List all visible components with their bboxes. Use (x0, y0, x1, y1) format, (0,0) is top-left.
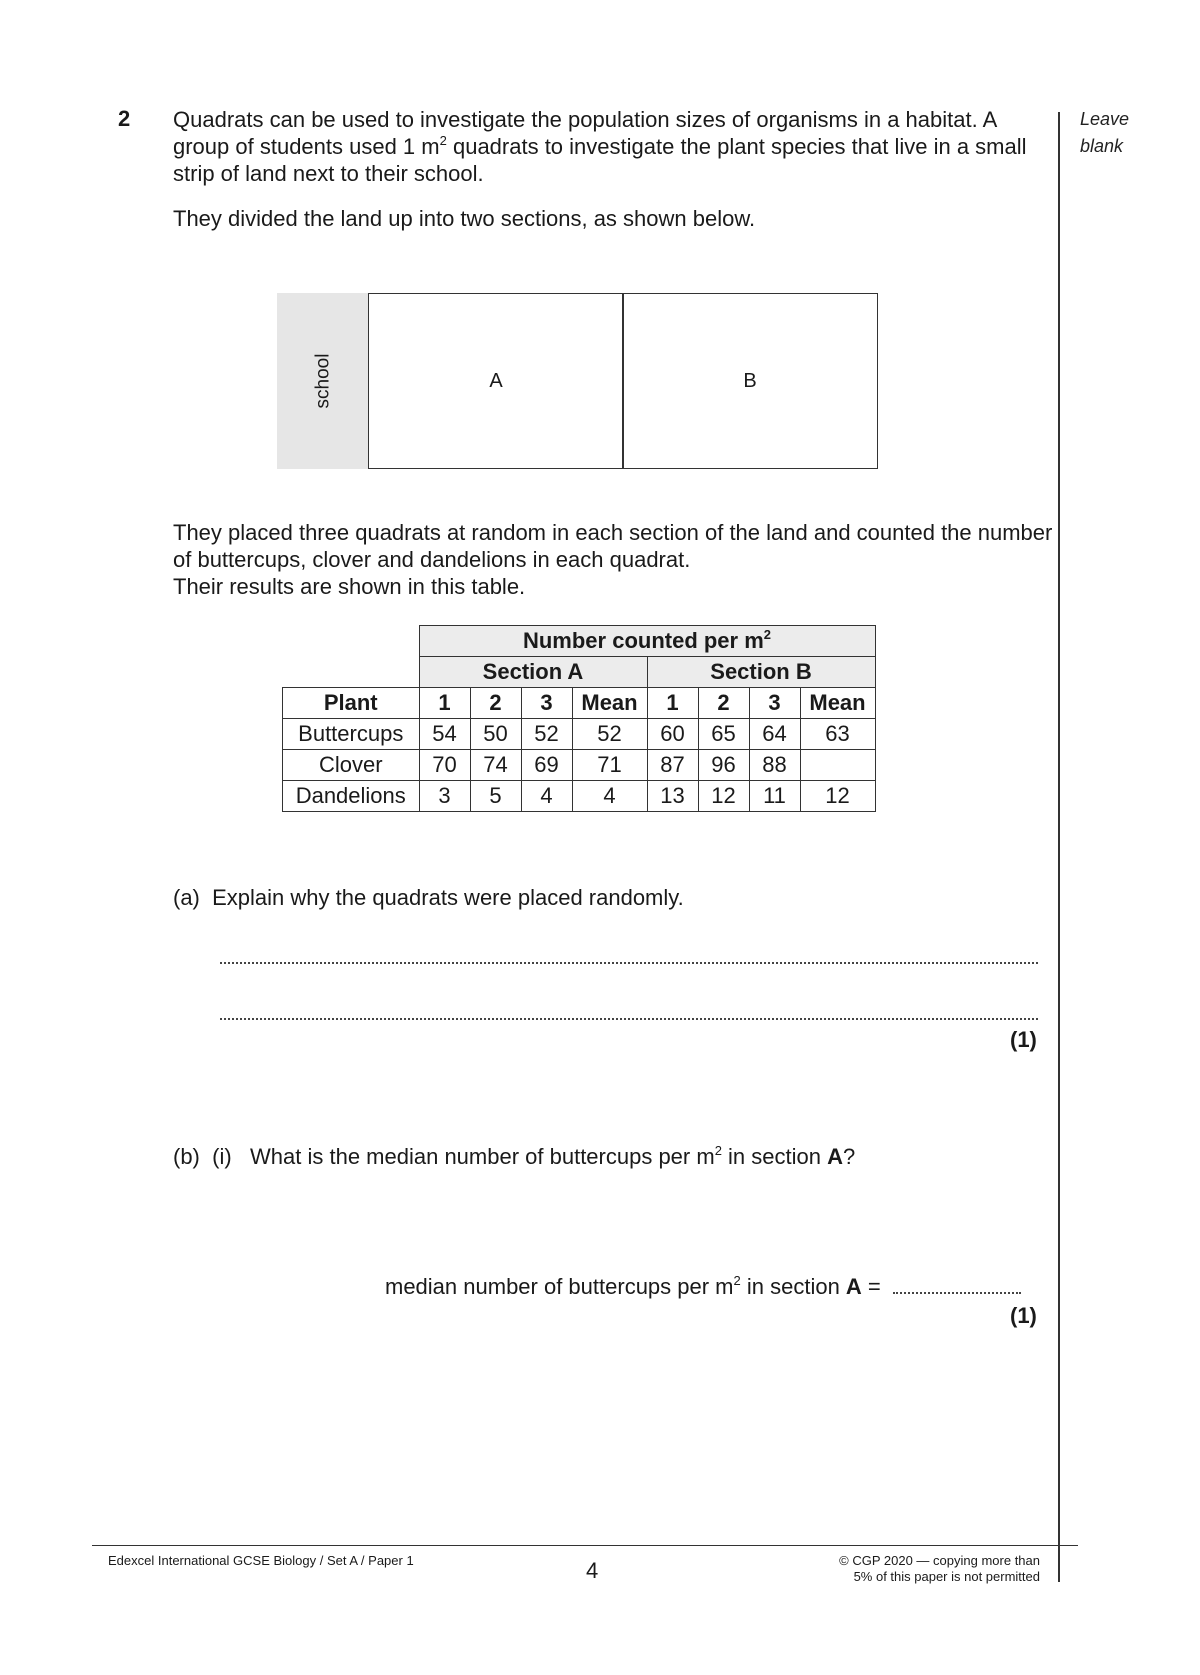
land-section-a-label: A (489, 369, 503, 392)
question-intro (173, 106, 1053, 187)
table-cell: 4 (572, 781, 647, 812)
row-plant: Buttercups (283, 719, 420, 750)
median-answer-field[interactable] (893, 1292, 1021, 1294)
table-cell: 52 (572, 719, 647, 750)
table-cell: 11 (749, 781, 800, 812)
land-section-b-label: B (743, 369, 757, 392)
table-cell: 87 (647, 750, 698, 781)
table-cell: 60 (647, 719, 698, 750)
method-text-1: They placed three quadrats at random in each section of the land and counted the number of buttercups, clover and dandelions in each quadrat. (173, 520, 1053, 572)
part-a-label: (a) (173, 885, 200, 910)
part-a-text: Explain why the quadrats were placed randomly. (212, 885, 684, 910)
results-table (282, 625, 876, 812)
header-col: 3 (749, 688, 800, 719)
header-plant: Plant (283, 688, 420, 719)
table-cell: 65 (698, 719, 749, 750)
method-text-2: Their results are shown in this table. (173, 574, 526, 599)
table-cell: 12 (800, 781, 875, 812)
school-label-wrap (277, 293, 369, 469)
table-cell: 88 (749, 750, 800, 781)
header-section-b: Section B (647, 657, 875, 688)
row-plant: Clover (283, 750, 420, 781)
leave-word: Leave (1080, 109, 1130, 129)
intro-superscript: 2 (439, 133, 447, 148)
intro-text-2: quadrats to investigate the plant species that live in a small strip of land next to their school. (173, 134, 1027, 186)
table-cell: 52 (521, 719, 572, 750)
header-col: 3 (521, 688, 572, 719)
question-number: 2 (118, 106, 131, 131)
table-cell-empty[interactable] (800, 750, 875, 781)
header-col: 1 (647, 688, 698, 719)
intro-text-1: Quadrats can be used to investigate the population sizes of organisms in a habitat. A group of students used 1 m (173, 107, 997, 159)
footer-copyright: © CGP 2020 — copying more than 5% of this paper is not permitted (839, 1553, 1040, 1584)
land-section-a (368, 293, 624, 469)
table-row (283, 719, 876, 750)
header-col: Mean (572, 688, 647, 719)
part-b-sub-label: (i) (212, 1144, 232, 1169)
header-col: 2 (470, 688, 521, 719)
table-cell: 4 (521, 781, 572, 812)
land-section-b (622, 293, 878, 469)
table-header-row-2 (283, 657, 876, 688)
table-header-row-3 (283, 688, 876, 719)
table-cell: 3 (419, 781, 470, 812)
part-b-question: (b) (i) What is the median number of buttercups per $m^2$ in section A? (173, 1143, 856, 1169)
question-sections-text: They divided the land up into two sections, as shown below. (173, 206, 756, 231)
table-cell: 63 (800, 719, 875, 750)
table-cell: 74 (470, 750, 521, 781)
answer-line-a1[interactable] (220, 962, 1038, 964)
part-b-label: (b) (173, 1144, 200, 1169)
table-cell: 12 (698, 781, 749, 812)
margin-rule (1058, 112, 1060, 1582)
table-cell: 70 (419, 750, 470, 781)
table-cell: 96 (698, 750, 749, 781)
header-col: Mean (800, 688, 875, 719)
method-text (173, 519, 1053, 600)
table-cell: 5 (470, 781, 521, 812)
part-a-question (173, 885, 684, 911)
table-cell: 50 (470, 719, 521, 750)
table-cell: 13 (647, 781, 698, 812)
footer-rule (92, 1545, 1078, 1546)
answer-line-a2[interactable] (220, 1018, 1038, 1020)
school-label: school (311, 353, 333, 409)
part-a-marks: (1) (1010, 1027, 1037, 1052)
table-header-row-1 (283, 626, 876, 657)
table-cell: 69 (521, 750, 572, 781)
page-number: 4 (586, 1558, 599, 1583)
part-b-text-1: What is the median number of buttercups per m (250, 1144, 715, 1169)
header-number-counted: Number counted per $m^2$ (419, 626, 875, 657)
table-cell: 64 (749, 719, 800, 750)
header-section-a: Section A (419, 657, 647, 688)
part-b-marks: (1) (1010, 1303, 1037, 1328)
footer-paper-title: Edexcel International GCSE Biology / Set A / Paper 1 (108, 1553, 414, 1568)
table-row (283, 750, 876, 781)
blank-word: blank (1080, 136, 1124, 156)
table-cell: 54 (419, 719, 470, 750)
table-cell: 71 (572, 750, 647, 781)
leave-blank-label (1080, 106, 1129, 160)
median-answer-line: median number of buttercups per $m^2$ in section A = (385, 1274, 1021, 1300)
header-col: 2 (698, 688, 749, 719)
row-plant: Dandelions (283, 781, 420, 812)
table-row (283, 781, 876, 812)
header-col: 1 (419, 688, 470, 719)
